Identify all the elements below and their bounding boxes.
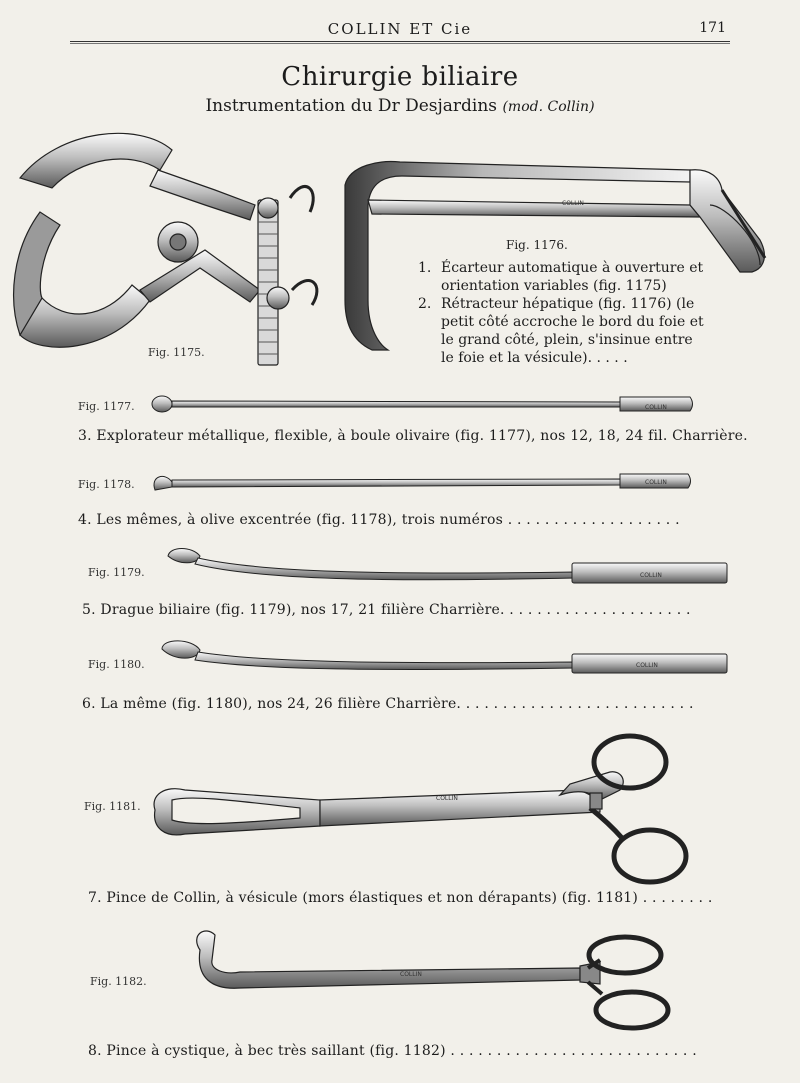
fig1176-description-list xyxy=(418,259,708,367)
fig1176-item xyxy=(418,295,708,367)
fig1176-item xyxy=(418,259,708,295)
item-number: 1. xyxy=(418,260,432,276)
fig1181-label: Fig. 1181. xyxy=(84,800,141,813)
fig1178-stamp: COLLIN xyxy=(645,479,667,486)
fig1175-retractor-drawing xyxy=(14,133,317,365)
fig1181-forceps-drawing xyxy=(154,736,686,882)
description-6: 6. La même (fig. 1180), nos 24, 26 filière Charrière. . . . . . . . . . . . . . . . . . . . . . . . . . xyxy=(82,696,694,712)
item-text: Rétracteur hépatique (fig. 1176) (le petit côté accroche le bord du foie et le grand côté, plein, s'insinue entre le foie et la vésicule). . . . . xyxy=(441,296,704,366)
page-title: Chirurgie biliaire xyxy=(281,62,519,92)
item-number: 2. xyxy=(418,296,432,312)
fig1179-label: Fig. 1179. xyxy=(88,566,145,579)
description-4: 4. Les mêmes, à olive excentrée (fig. 1178), trois numéros . . . . . . . . . . . . . . . . . . . xyxy=(78,512,680,528)
fig1177-stamp: COLLIN xyxy=(645,404,667,411)
item-text: Écarteur automatique à ouverture et orientation variables (fig. 1175) xyxy=(441,260,704,294)
fig1182-label: Fig. 1182. xyxy=(90,975,147,988)
fig1177-probe-drawing xyxy=(152,396,693,412)
fig1175-label: Fig. 1175. xyxy=(148,346,205,359)
fig1182-stamp: COLLIN xyxy=(400,971,422,978)
fig1181-stamp: COLLIN xyxy=(436,795,458,802)
fig1180-stamp: COLLIN xyxy=(636,662,658,669)
fig1180-label: Fig. 1180. xyxy=(88,658,145,671)
fig1177-label: Fig. 1177. xyxy=(78,400,135,413)
description-8: 8. Pince à cystique, à bec très saillant (fig. 1182) . . . . . . . . . . . . . . . . . . . . . . . . . . . xyxy=(88,1043,697,1059)
description-7: 7. Pince de Collin, à vésicule (mors élastiques et non dérapants) (fig. 1181) . . . . . . . . xyxy=(88,890,713,906)
description-5: 5. Drague biliaire (fig. 1179), nos 17, 21 filière Charrière. . . . . . . . . . . . . . . . . . . . . xyxy=(82,602,691,618)
fig1178-probe-drawing xyxy=(154,474,691,490)
fig1176-stamp: COLLIN xyxy=(562,200,584,207)
subtitle-model: (mod. Collin) xyxy=(502,99,595,115)
fig1179-stamp: COLLIN xyxy=(640,572,662,579)
subtitle-main: Instrumentation du Dr Desjardins xyxy=(205,96,498,116)
page-number: 171 xyxy=(699,20,726,36)
fig1182-forceps-drawing xyxy=(197,931,668,1028)
publisher-name: COLLIN ET Cie xyxy=(327,20,473,38)
description-3: 3. Explorateur métallique, flexible, à boule olivaire (fig. 1177), nos 12, 18, 24 fil. Charrière. xyxy=(78,428,748,444)
fig1178-label: Fig. 1178. xyxy=(78,478,135,491)
fig1176-label: Fig. 1176. xyxy=(506,238,568,252)
